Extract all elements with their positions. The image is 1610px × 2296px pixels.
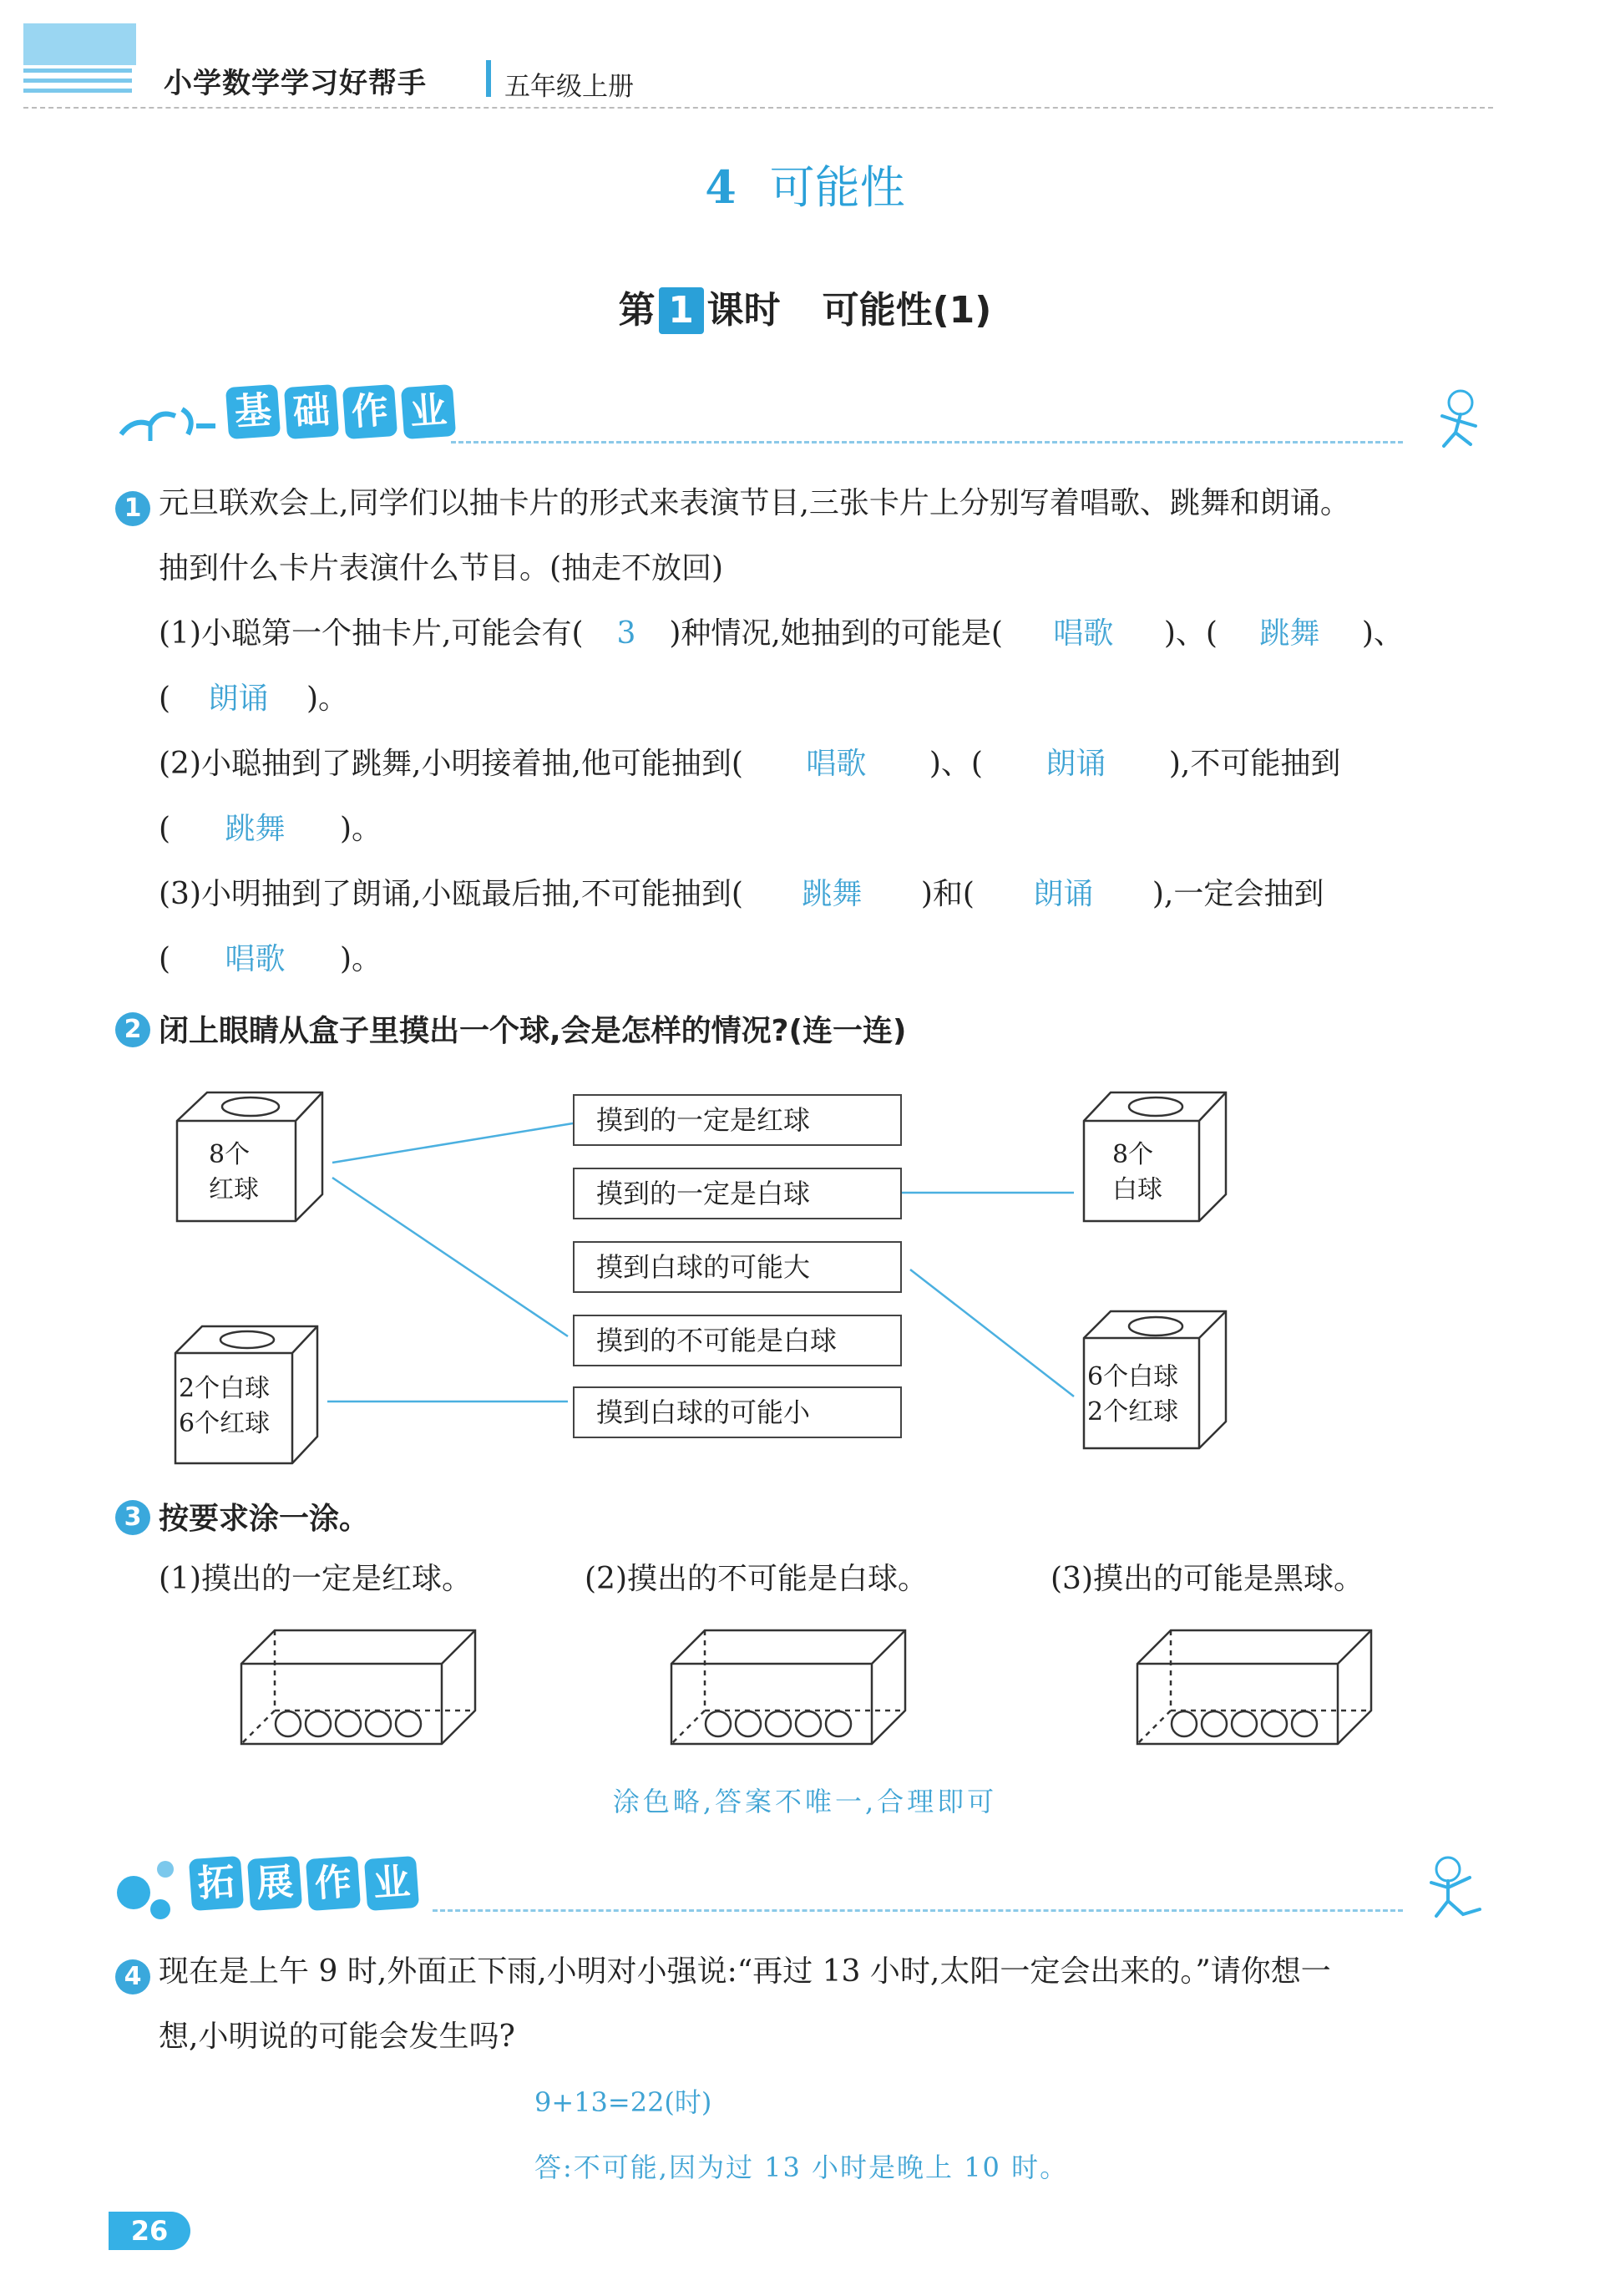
q1-text: ( [159,942,171,976]
ball-1 [706,1711,731,1736]
balls [1172,1711,1317,1736]
statement-card[interactable]: 摸到的一定是红球 [573,1094,902,1146]
box-label-bottom-right [1087,1360,1178,1430]
q3-answer-note: 涂色略,答案不唯一,合理即可 [612,1786,998,1817]
lesson-name: 可能性(1) [822,289,992,332]
ball-5 [826,1711,851,1736]
ball-2 [1202,1711,1227,1736]
section-chip: 作 [342,384,397,439]
q4-answer: 答:不可能,因为过 13 小时是晚上 10 时。 [534,2152,1069,2183]
box-label-top-left [209,1138,259,1208]
ball-5 [396,1711,421,1736]
ball-3 [1232,1711,1257,1736]
box-label-top-right [1112,1138,1162,1208]
ball-4 [366,1711,391,1736]
section-chip: 业 [364,1856,419,1911]
statement-card[interactable]: 摸到的不可能是白球 [573,1315,902,1366]
statement-card[interactable]: 摸到白球的可能小 [573,1386,902,1438]
q1-text: )种情况,她抽到的可能是( [669,616,1003,651]
ball-box-3[interactable] [1134,1627,1376,1752]
question-number: 4 [115,1959,150,1994]
section-chip: 展 [247,1856,302,1911]
answer-text: 唱歌 [806,747,867,781]
q3-stem: 按要求涂一涂。 [159,1502,370,1536]
q1-text: ( [159,682,171,716]
q1-text: )、 [1361,616,1404,651]
q3-part-2: (2)摸出的不可能是白球。 [585,1562,928,1596]
statement-card[interactable]: 摸到白球的可能大 [573,1241,902,1293]
box-label-line: 8个 [1112,1140,1154,1169]
section-chip: 拓 [189,1856,244,1911]
extended-section-header [115,1851,1495,1921]
balls [276,1711,421,1736]
chapter-title [0,152,1610,216]
q3-part-3: (3)摸出的可能是黑球。 [1051,1562,1364,1596]
box-label-line: 红球 [209,1175,259,1204]
ball-4 [796,1711,821,1736]
kid-figure-icon [1420,1853,1490,1921]
lesson-title [0,280,1610,334]
balls [706,1711,851,1736]
question-number: 1 [115,491,150,526]
q1-text: )和( [920,877,975,911]
ball-1 [1172,1711,1197,1736]
section-rule [433,1909,1403,1912]
answer-text: 朗诵 [208,682,269,716]
connector-line [910,1270,1074,1396]
q1-text: (3)小明抽到了朗诵,小瓯最后抽,不可能抽到( [159,877,743,911]
q1-part1-line1 [159,613,1495,655]
ball-box-1[interactable] [238,1627,480,1752]
box-label-line: 8个 [209,1140,251,1169]
sprout-icon [117,401,217,443]
q1-part3-line1 [159,874,1324,915]
q2-stem: 闭上眼睛从盒子里摸出一个球,会是怎样的情况?(连一连) [159,1014,907,1048]
q1-text: ),不可能抽到 [1168,747,1341,781]
answer-text: 朗诵 [1033,877,1094,911]
header-decoration [23,23,136,65]
section-rule [451,441,1403,443]
lesson-prefix: 第 [618,289,656,332]
section-chip: 础 [284,384,339,439]
section-chip: 作 [306,1856,361,1911]
box-label-line: 2个红球 [1087,1397,1179,1427]
q1-stem-line1: 元旦联欢会上,同学们以抽卡片的形式来表演节目,三张卡片上分别写着唱歌、跳舞和朗诵。 [159,486,1350,520]
page-number: 26 [109,2212,190,2250]
ball-box-2[interactable] [668,1627,910,1752]
q1-part2-line1 [159,743,1340,785]
header-rule [23,107,1493,109]
answer-text: 跳舞 [802,877,863,911]
grade-label: 五年级上册 [504,72,634,102]
q1-text: ),一定会抽到 [1152,877,1324,911]
running-kid-icon [1424,386,1491,453]
box-label-line: 6个白球 [1087,1362,1179,1391]
q4-stem-line1: 现在是上午 9 时,外面正下雨,小明对小强说:“再过 13 小时,太阳一定会出来的。”请你想一 [159,1954,1331,1989]
connector-line [332,1123,573,1163]
box-label-bottom-left [179,1371,270,1442]
ball-5 [1292,1711,1317,1736]
ball-3 [766,1711,791,1736]
q1-part3-line2 [159,939,382,981]
q1-text: )、( [1163,616,1218,651]
ball-4 [1262,1711,1287,1736]
q1-text: (2)小聪抽到了跳舞,小明接着抽,他可能抽到( [159,747,743,781]
q1-text: (1)小聪第一个抽卡片,可能会有( [159,616,584,651]
answer-text: 朗诵 [1045,747,1106,781]
extended-section-title [190,1858,424,1909]
q1-text: )。 [339,942,382,976]
q1-part1-line2 [159,678,348,720]
q1-text: )。 [306,682,348,716]
box-label-line: 6个红球 [179,1409,271,1438]
section-chip: 基 [225,384,281,439]
q1-part2-line2 [159,808,382,850]
section-chip: 业 [401,384,456,439]
answer-text: 3 [616,616,636,651]
chapter-number: 4 [705,160,737,214]
ball-1 [276,1711,301,1736]
answer-text: 唱歌 [225,942,286,976]
answer-text: 唱歌 [1053,616,1114,651]
basic-section-header [117,386,1495,453]
q1-text: )、( [929,747,983,781]
q4-stem-line2: 想,小明说的可能会发生吗? [159,2020,515,2054]
lesson-suffix: 课时 [706,289,781,332]
chapter-name: 可能性 [769,161,905,214]
q1-text: )。 [339,812,382,846]
bubbles-icon [115,1851,190,1921]
book-title: 小学数学学习好帮手 [164,67,427,100]
ball-2 [736,1711,761,1736]
lesson-number: 1 [659,287,704,334]
header-divider [486,60,491,97]
question-number: 3 [115,1500,150,1535]
box-label-line: 2个白球 [179,1374,271,1403]
box-label-line: 白球 [1112,1175,1162,1204]
ball-2 [306,1711,331,1736]
answer-text: 跳舞 [1259,616,1320,651]
statement-card[interactable]: 摸到的一定是白球 [573,1168,902,1219]
connector-line [332,1178,568,1336]
answer-text: 跳舞 [225,812,286,846]
q4-calculation: 9+13=22(时) [534,2086,712,2118]
q1-stem-line2: 抽到什么卡片表演什么节目。(抽走不放回) [159,551,724,585]
q3-part-1: (1)摸出的一定是红球。 [159,1562,472,1596]
ball-3 [336,1711,361,1736]
basic-section-title [227,386,461,438]
question-number: 2 [115,1012,150,1047]
q1-text: ( [159,812,171,846]
